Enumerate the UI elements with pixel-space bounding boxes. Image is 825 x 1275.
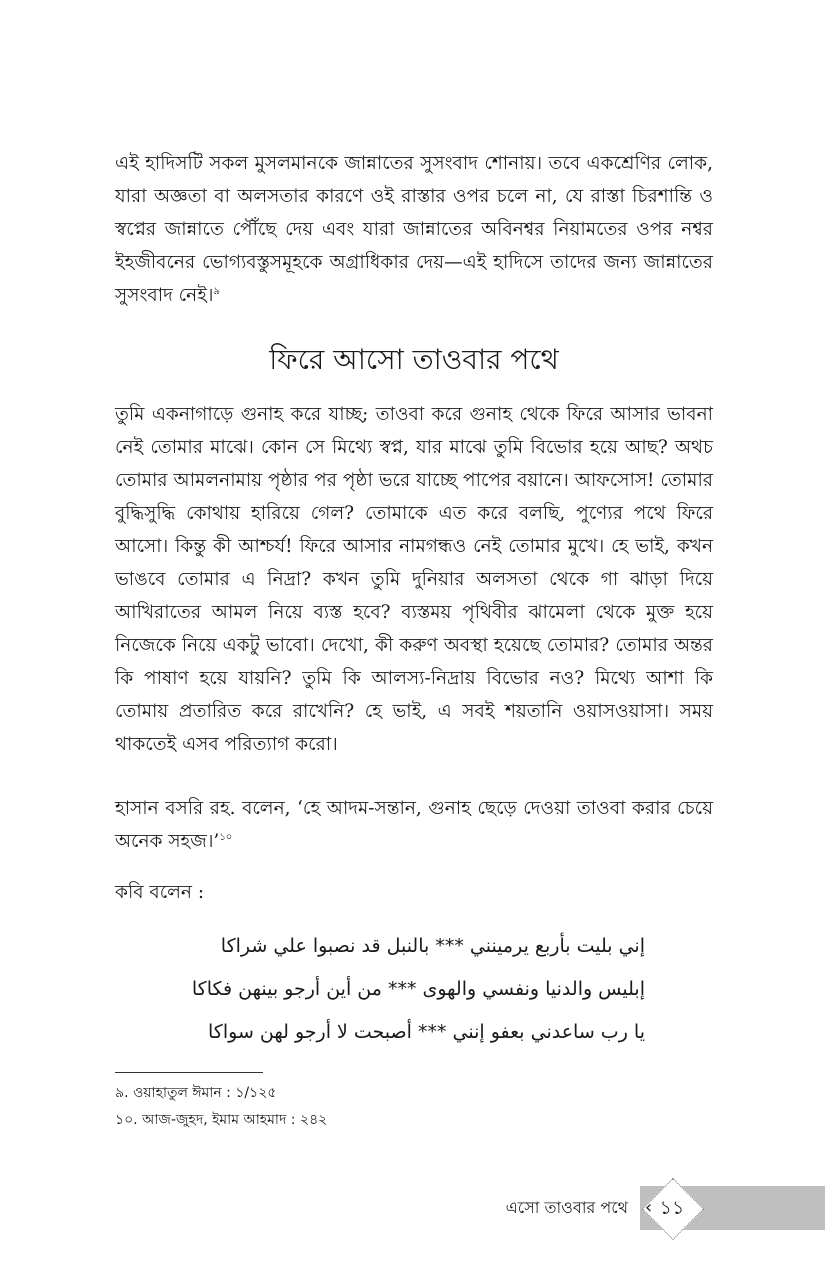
- footnote-divider: [115, 1072, 263, 1073]
- poem-line: يا رب ساعدني بعفو إنني *** أصبحت لا أرجو لهن سواكا: [208, 1021, 645, 1043]
- arabic-poem: [115, 925, 645, 1054]
- section-heading: ফিরে আসো তাওবার পথে: [269, 343, 559, 376]
- poem-line: إبليس والدنيا ونفسي والهوى *** من أين أرجو بينهن فكاكا: [191, 978, 645, 1000]
- paragraph-text: হাসান বসরি রহ. বলেন, ‘হে আদম-সন্তান, গুনাহ ছেড়ে দেওয়া তাওবা করার চেয়ে অনেক সহজ।’: [115, 798, 713, 852]
- body-paragraph: তুমি একনাগাড়ে গুনাহ করে যাচ্ছ; তাওবা করে গুনাহ থেকে ফিরে আসার ভাবনা নেই তোমার মাঝে। কোন সে মিথ্যে স্বপ্ন, যার মাঝে তুমি বিভোর হয়ে আছ? অথচ তোমার আমলনামায় পৃষ্ঠার পর পৃষ্ঠা ভরে যাচ্ছে পাপের বয়ানে। আফসোস! তোমার বুদ্ধিসুদ্ধি কোথায় হারিয়ে গেল? তোমাকে এত করে বলছি, পুণ্যের পথে ফিরে আসো। কিন্তু কী আশ্চর্য! ফিরে আসার নামগন্ধও নেই তোমার মুখে। হে ভাই, কখন ভাঙবে তোমার এ নিদ্রা? কখন তুমি দুনিয়ার অলসতা থেকে গা ঝাড়া দিয়ে আখিরাতের আমল নিয়ে ব্যস্ত হবে? ব্যস্তময় পৃথিবীর ঝামেলা থেকে মুক্ত হয়ে নিজেকে নিয়ে একটু ভাবো। দেখো, কী করুণ অবস্থা হয়েছে তোমার? তোমার অন্তর কি পাষাণ হয়ে যায়নি? তুমি কি আলস্য-নিদ্রায় বিভোর নও? মিথ্যে আশা কি তোমায় প্রতারিত করে রাখেনি? হে ভাই, এ সবই শয়তানি ওয়াসওয়াসা। সময় থাকতেই এসব পরিত্যাগ করো।: [115, 404, 713, 755]
- footnotes: [115, 1080, 327, 1134]
- footnote-marker: ১০: [219, 831, 233, 843]
- poem-line: إني بليت بأربع يرمينني *** بالنبل قد نصبوا علي شراكا: [220, 935, 645, 957]
- running-title: এসো তাওবার পথে: [505, 1198, 628, 1217]
- footnote: ১০. আজ-জুহদ, ইমাম আহমাদ : ২৪২: [115, 1112, 328, 1128]
- body-paragraph: [115, 792, 713, 858]
- paragraph-text: এই হাদিসটি সকল মুসলমানকে জান্নাতের সুসংবাদ শোনায়। তবে একশ্রেণির লোক, যারা অজ্ঞতা বা অলসতার কারণে ওই রাস্তার ওপর চলে না, যে রাস্তা চিরশান্তি ও স্বপ্নের জান্নাতে পৌঁছে দেয় এবং যারা জান্নাতের অবিনশ্বর নিয়ামতের ওপর নশ্বর ইহজীবনের ভোগ্যবস্তুসমূহকে অগ্রাধিকার দেয়—এই হাদিসে তাদের জন্য জান্নাতের সুসংবাদ নেই।: [115, 153, 713, 306]
- page-number: ১১: [659, 1197, 685, 1219]
- chevron-left-icon: ‹: [645, 1197, 653, 1218]
- poem-intro: কবি বলেন :: [115, 882, 205, 903]
- body-paragraph: [115, 147, 713, 312]
- footnote: ৯. ওয়াহাতুল ঈমান : ১/১২৫: [115, 1085, 277, 1101]
- footnote-marker: ৯: [213, 285, 220, 297]
